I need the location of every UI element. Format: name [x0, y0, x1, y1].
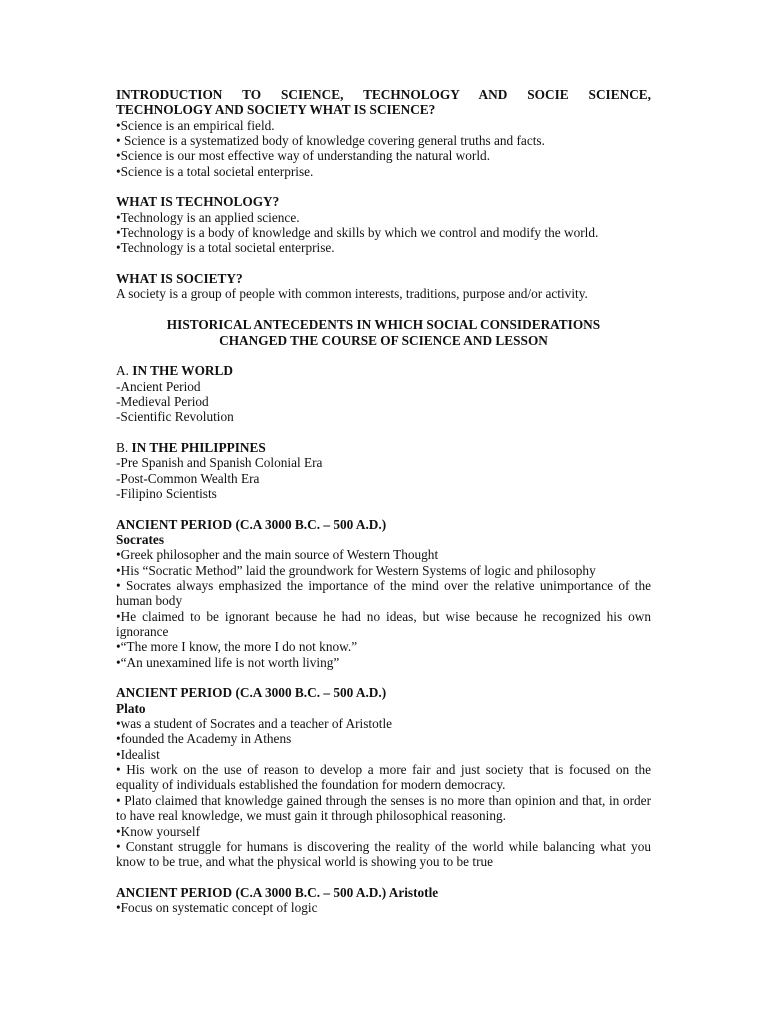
science-item: •Science is our most effective way of understanding the natural world.	[116, 148, 491, 164]
socrates-item: • Socrates always emphasized the importance of the mind over the relative unimportance of the human body	[116, 578, 651, 609]
plato-period-heading: ANCIENT PERIOD (C.A 3000 B.C. – 500 A.D.)	[116, 685, 387, 701]
intro-title-line-1: INTRODUCTION TO SCIENCE, TECHNOLOGY AND SOCIE SCIENCE,	[116, 87, 651, 102]
science-item: •Science is an empirical field.	[116, 117, 275, 133]
world-prefix: A.	[116, 363, 133, 379]
technology-section	[116, 194, 651, 255]
socrates-period-heading: ANCIENT PERIOD (C.A 3000 B.C. – 500 A.D.)	[116, 516, 387, 532]
world-item: -Ancient Period	[116, 378, 201, 394]
socrates-item: •He claimed to be ignorant because he had no ideas, but wise because he recognized his own ignorance	[116, 608, 651, 640]
plato-item: • Plato claimed that knowledge gained through the senses is no more than opinion and that, in order to have real knowledge, we must gain it through philosophical reasoning.	[116, 792, 651, 824]
science-item: •Science is a total societal enterprise.	[116, 163, 314, 179]
plato-item: • His work on the use of reason to develop a more fair and just society that is focused on the equality of individuals established the foundation for modern democracy.	[116, 762, 651, 793]
plato-section	[116, 685, 651, 869]
socrates-quote: •“An unexamined life is not worth living”	[116, 654, 340, 670]
aristotle-item: •Focus on systematic concept of logic	[116, 900, 318, 916]
socrates-section	[116, 517, 651, 670]
world-heading: IN THE WORLD	[132, 363, 234, 379]
socrates-quote: •“The more I know, the more I do not know.”	[116, 639, 358, 655]
philippines-section	[116, 440, 651, 501]
philippines-heading-row	[116, 440, 651, 455]
plato-item: •Know yourself	[116, 823, 201, 839]
world-item: -Scientific Revolution	[116, 409, 234, 425]
philippines-heading: IN THE PHILIPPINES	[131, 439, 266, 455]
plato-item: •Idealist	[116, 746, 160, 762]
aristotle-section	[116, 885, 651, 916]
philippines-item: -Filipino Scientists	[116, 485, 217, 501]
aristotle-heading: ANCIENT PERIOD (C.A 3000 B.C. – 500 A.D.) Aristotle	[116, 884, 439, 900]
historical-heading-line-1: HISTORICAL ANTECEDENTS IN WHICH SOCIAL CONSIDERATIONS	[166, 317, 601, 333]
socrates-item: •Greek philosopher and the main source of Western Thought	[116, 547, 439, 563]
technology-item: •Technology is a body of knowledge and skills by which we control and modify the world.	[116, 225, 599, 241]
historical-heading	[116, 317, 651, 348]
intro-section	[116, 87, 651, 179]
historical-heading-line-2: CHANGED THE COURSE OF SCIENCE AND LESSON	[219, 332, 548, 348]
intro-title-line-2: TECHNOLOGY AND SOCIETY WHAT IS SCIENCE?	[116, 102, 436, 118]
philippines-item: -Pre Spanish and Spanish Colonial Era	[116, 455, 323, 471]
document-page	[116, 87, 651, 931]
world-section	[116, 363, 651, 424]
society-section	[116, 271, 651, 302]
philippines-prefix: B.	[116, 439, 132, 455]
world-item: -Medieval Period	[116, 393, 209, 409]
plato-name: Plato	[116, 700, 146, 716]
philippines-item: -Post-Common Wealth Era	[116, 470, 260, 486]
plato-item: •was a student of Socrates and a teacher of Aristotle	[116, 716, 393, 732]
socrates-name: Socrates	[116, 531, 164, 547]
world-heading-row	[116, 363, 651, 378]
technology-heading: WHAT IS TECHNOLOGY?	[116, 194, 280, 210]
plato-item: •founded the Academy in Athens	[116, 731, 292, 747]
plato-item: • Constant struggle for humans is discovering the reality of the world while balancing what you know to be true, and what the physical world is showing you to be true	[116, 838, 651, 870]
science-item: • Science is a systematized body of knowledge covering general truths and facts.	[116, 133, 545, 149]
society-text: A society is a group of people with common interests, traditions, purpose and/or activity.	[116, 286, 588, 302]
society-heading: WHAT IS SOCIETY?	[116, 271, 243, 287]
technology-item: •Technology is an applied science.	[116, 209, 300, 225]
socrates-item: •His “Socratic Method” laid the groundwork for Western Systems of logic and philosophy	[116, 562, 596, 578]
technology-item: •Technology is a total societal enterprise.	[116, 240, 335, 256]
